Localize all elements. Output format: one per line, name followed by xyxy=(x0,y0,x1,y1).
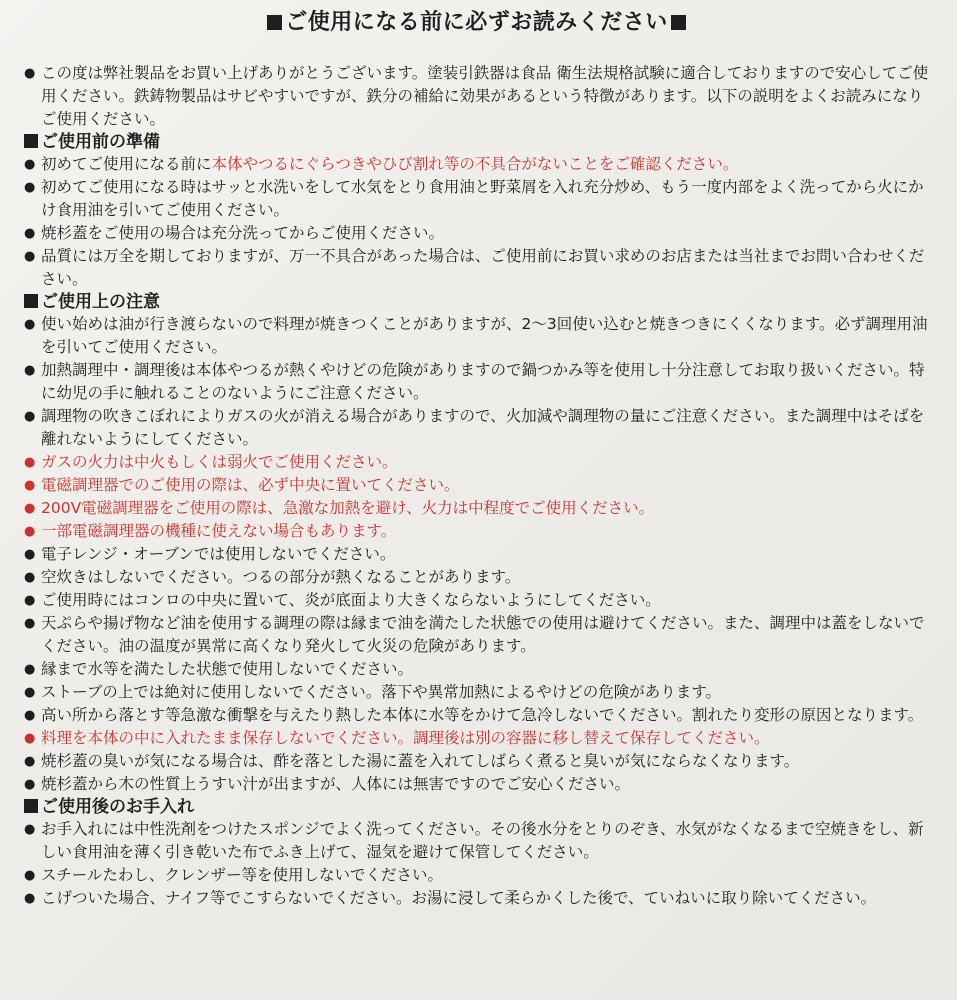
list-item: ● 初めてご使用になる前に本体やつるにぐらつきやひび割れ等の不具合がないことをご確認ください。 xyxy=(24,153,929,176)
bullet-icon: ● xyxy=(24,708,36,723)
bullet-icon: ● xyxy=(24,66,36,81)
bullet-icon: ● xyxy=(24,616,36,631)
bullet-icon: ● xyxy=(24,891,36,906)
intro-paragraph: ● この度は弊社製品をお買い上げありがとうございます。塗装引鉄器は食品 衛生法規格試験に適合しておりますので安心してご使用ください。鉄鋳物製品はサビやすいですが、鉄分の補給に効果があるという特徴があります。以下の説明をよくお読みになりご使用ください。 xyxy=(24,64,929,128)
bullet-icon: ● xyxy=(24,685,36,700)
list-item-warning: ● 200V電磁調理器をご使用の際は、急激な加熱を避け、火力は中程度でご使用ください。 xyxy=(24,497,929,520)
list-item: ● ストーブの上では絶対に使用しないでください。落下や異常加熱によるやけどの危険があります。 xyxy=(24,681,929,704)
bullet-icon: ● xyxy=(24,524,36,539)
bullet-icon: ● xyxy=(24,501,36,516)
heading-square-icon xyxy=(24,799,38,813)
bullet-icon: ● xyxy=(24,409,36,424)
list-item: ● 焼杉蓋の臭いが気になる場合は、酢を落とした湯に蓋を入れてしばらく煮ると臭いが気にならなくなります。 xyxy=(24,750,929,773)
list-item: ● 焼杉蓋から木の性質上うすい汁が出ますが、人体には無害ですのでご安心ください。 xyxy=(24,773,929,796)
bullet-icon: ● xyxy=(24,226,36,241)
title-text: ご使用になる前に必ずお読みください xyxy=(285,10,668,35)
heading-square-icon xyxy=(24,134,38,148)
bullet-icon: ● xyxy=(24,662,36,677)
list-item: ● 初めてご使用になる時はサッと水洗いをして水気をとり食用油と野菜屑を入れ充分炒め、もう一度内部をよく洗ってから火にかけ食用油を引いてご使用ください。 xyxy=(24,178,924,219)
bullet-icon: ● xyxy=(24,731,36,746)
list-item: ● 電子レンジ・オーブンでは使用しないでください。 xyxy=(24,543,929,566)
bullet-icon: ● xyxy=(24,754,36,769)
list-item: ● 調理物の吹きこぼれによりガスの火が消える場合がありますので、火加減や調理物の量にご注意ください。また調理中はそばを離れないようにしてください。 xyxy=(24,407,925,448)
bullet-icon: ● xyxy=(24,547,36,562)
list-item-warning: ● 一部電磁調理器の機種に使えない場合もあります。 xyxy=(24,520,929,543)
highlighted-warning: 本体やつるにぐらつきやひび割れ等の不具合がないことをご確認ください。 xyxy=(211,155,739,173)
list-item: ● 天ぷらや揚げ物など油を使用する調理の際は縁まで油を満たした状態での使用は避けてください。また、調理中は蓋をしないでください。油の温度が異常に高くなり発火して火災の危険があります。 xyxy=(24,614,925,655)
title-square-left-icon xyxy=(267,15,282,30)
list-item: ● 縁まで水等を満たした状態で使用しないでください。 xyxy=(24,658,929,681)
page-title xyxy=(24,8,929,38)
bullet-icon: ● xyxy=(24,478,36,493)
bullet-icon: ● xyxy=(24,317,36,332)
bullet-icon: ● xyxy=(24,822,36,837)
list-item: ● 焼杉蓋をご使用の場合は充分洗ってからご使用ください。 xyxy=(24,222,929,245)
section-heading-cautions: ご使用上の注意 xyxy=(24,291,929,313)
bullet-icon: ● xyxy=(24,593,36,608)
bullet-icon: ● xyxy=(24,570,36,585)
bullet-icon: ● xyxy=(24,180,36,195)
title-square-right-icon xyxy=(671,15,686,30)
section-heading-before-use: ご使用前の準備 xyxy=(24,131,929,153)
list-item: ● 使い始めは油が行き渡らないので料理が焼きつくことがありますが、2～3回使い込むと焼きつきにくくなります。必ず調理用油を引いてご使用ください。 xyxy=(24,315,928,356)
list-item: ● お手入れには中性洗剤をつけたスポンジでよく洗ってください。その後水分をとりのぞき、水気がなくなるまで空焼きをし、新しい食用油を薄く引き乾いた布でふき上げて、湿気を避けて保管してください。 xyxy=(24,820,924,861)
list-item-warning: ● 料理を本体の中に入れたまま保存しないでください。調理後は別の容器に移し替えて保存してください。 xyxy=(24,727,929,750)
section-heading-care: ご使用後のお手入れ xyxy=(24,796,929,818)
bullet-icon: ● xyxy=(24,363,36,378)
list-item: ● スチールたわし、クレンザー等を使用しないでください。 xyxy=(24,864,929,887)
list-item: ● ご使用時にはコンロの中央に置いて、炎が底面より大きくならないようにしてください。 xyxy=(24,589,929,612)
bullet-icon: ● xyxy=(24,157,36,172)
bullet-icon: ● xyxy=(24,777,36,792)
list-item-warning: ● 電磁調理器でのご使用の際は、必ず中央に置いてください。 xyxy=(24,474,929,497)
heading-square-icon xyxy=(24,294,38,308)
list-item: ● 加熱調理中・調理後は本体やつるが熱くやけどの危険がありますので鍋つかみ等を使用し十分注意してお取り扱いください。特に幼児の手に触れることのないようにご注意ください。 xyxy=(24,361,925,402)
list-item: ● 空炊きはしないでください。つるの部分が熱くなることがあります。 xyxy=(24,566,929,589)
bullet-icon: ● xyxy=(24,868,36,883)
list-item: ● 品質には万全を期しておりますが、万一不具合があった場合は、ご使用前にお買い求めのお店または当社までお問い合わせください。 xyxy=(24,247,925,288)
list-item: ● 高い所から落とす等急激な衝撃を与えたり熱した本体に水等をかけて急冷しないでください。割れたり変形の原因となります。 xyxy=(24,704,929,727)
list-item-warning: ● ガスの火力は中火もしくは弱火でご使用ください。 xyxy=(24,451,929,474)
bullet-icon: ● xyxy=(24,455,36,470)
list-item: ● こげついた場合、ナイフ等でこすらないでください。お湯に浸して柔らかくした後で、ていねいに取り除いてください。 xyxy=(24,887,929,910)
bullet-icon: ● xyxy=(24,249,36,264)
